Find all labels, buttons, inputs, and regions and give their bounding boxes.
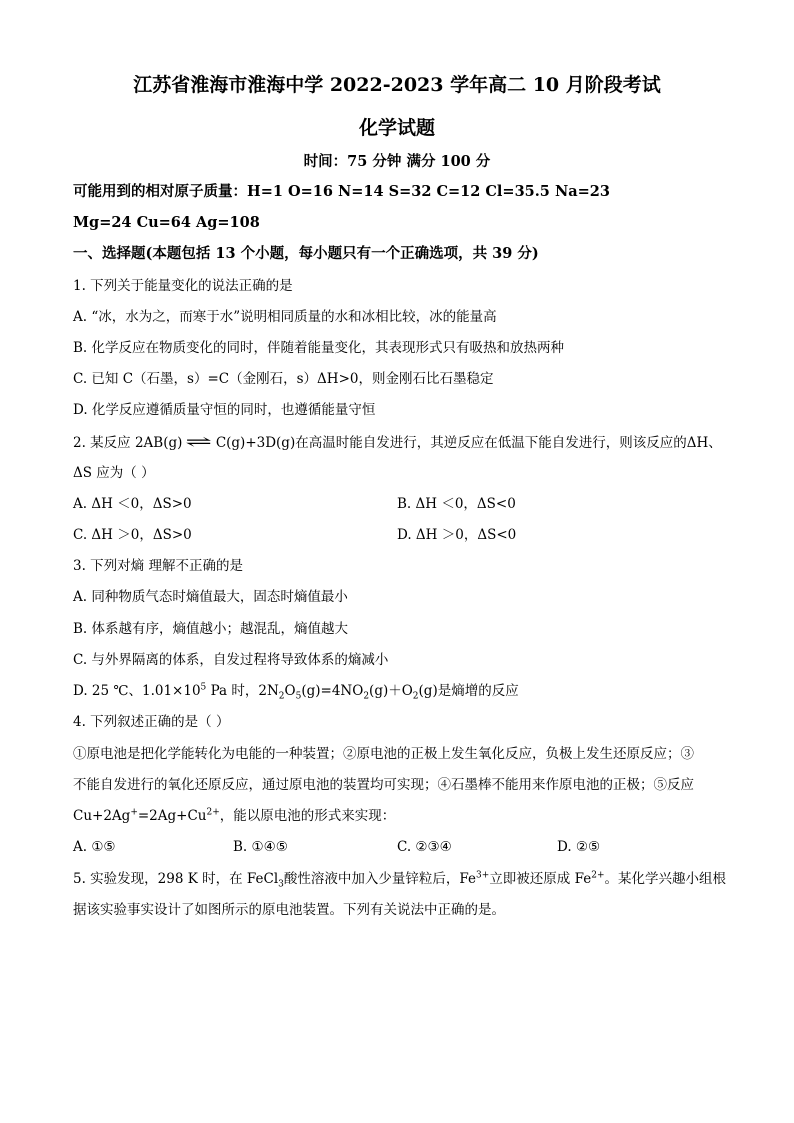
q4-body-line-3: $Cu+2Ag^+=2Ag+Cu^{2+}$，能以原电池的形式来实现：	[73, 807, 396, 824]
q2-option-a: A. ΔH ＜0，ΔS>0	[73, 496, 192, 512]
q4-body-line-1: ①原电池是把化学能转化为电能的一种装置；②原电池的正极上发生氧化反应，负极上发生还原反应；③	[73, 746, 694, 762]
q4-eq-prefix: Cu+2Ag	[73, 808, 131, 824]
q5-line-1: 5. 实验发现，298 K 时，在 FeCl$_3$酸性溶液中加入少量锌粒后，$Fe^{3+}$立即被还原成 $Fe^{2+}$。某化学兴趣小组根	[73, 870, 727, 890]
q4-eq-mid: =2Ag+Cu	[137, 808, 207, 824]
q4-stem: 4. 下列叙述正确的是（ ）	[73, 714, 230, 730]
q3-d-rest: 是熵增的反应	[437, 683, 519, 699]
q3-stem: 3. 下列对熵 理解不正确的是	[73, 558, 243, 574]
q4-option-a: A. ①⑤	[73, 839, 116, 855]
q2-stem-part1: 2. 某反应 2AB(g)	[73, 435, 183, 451]
q3-d-prefix: D. 25 ℃、1.01×10	[73, 683, 201, 699]
q2-stem-part2: C(g)+3D(g)在高温时能自发进行，其逆反应在低温下能自发进行，则该反应的ΔH、	[215, 435, 722, 451]
q1-option-b: B. 化学反应在物质变化的同时，伴随着能量变化，其表现形式只有吸热和放热两种	[73, 340, 565, 356]
exam-title: 江苏省淮海市淮海中学 2022-2023 学年高二 10 月阶段考试	[133, 74, 661, 96]
q4-body-line-2: 不能自发进行的氧化还原反应，通过原电池的装置均可实现；④石墨棒不能用来作原电池的正极；⑤反应	[73, 777, 694, 793]
q2-stem	[73, 433, 722, 452]
q2-stem-line2: ΔS 应为（ ）	[73, 465, 155, 481]
atomic-masses-line-2: Mg=24 Cu=64 Ag=108	[73, 214, 260, 231]
q4-eq-suffix: ，能以原电池的形式来实现：	[219, 808, 396, 824]
q5-text-d: 。某化学兴趣小组根	[604, 871, 727, 887]
q4-option-c: C. ②③④	[397, 839, 452, 855]
exam-subtitle: 化学试题	[358, 117, 435, 139]
q4-option-b: B. ①④⑤	[233, 839, 288, 855]
equilibrium-arrow-icon: ⇌	[185, 432, 213, 451]
q5-text-a: 5. 实验发现，298 K 时，在 FeCl	[73, 871, 279, 887]
q3-option-c: C. 与外界隔离的体系，自发过程将导致体系的熵减小	[73, 652, 389, 668]
q2-option-d: D. ΔH ＞0，ΔS<0	[397, 527, 517, 543]
atomic-masses-line-1: 可能用到的相对原子质量：H=1 O=16 N=14 S=32 C=12 Cl=35.5 Na=23	[73, 183, 610, 200]
q1-option-c: C. 已知 C（石墨，s）=C（金刚石，s）ΔH>0，则金刚石比石墨稳定	[73, 371, 494, 387]
q1-option-d: D. 化学反应遵循质量守恒的同时，也遵循能量守恒	[73, 402, 376, 418]
q5-text-c: 立即被还原成 Fe	[489, 871, 592, 887]
q3-option-d: D. 25 ℃、$1.01\times 10^5$ Pa 时，$2N_2O_5(g)=4NO_2(g)+O_2(g)$是熵增的反应	[73, 682, 519, 702]
q3-option-b: B. 体系越有序，熵值越小；越混乱，熵值越大	[73, 621, 349, 637]
q1-option-a: A. “冰，水为之，而寒于水”说明相同质量的水和冰相比较，冰的能量高	[73, 309, 497, 325]
q5-text-b: 酸性溶液中加入少量锌粒后，Fe	[283, 871, 477, 887]
q4-option-d: D. ②⑤	[557, 839, 601, 855]
q3-d-mid: Pa 时，2N	[206, 683, 279, 699]
q2-option-c: C. ΔH ＞0，ΔS>0	[73, 527, 192, 543]
q5-line-2: 据该实验事实设计了如图所示的原电池装置。下列有关说法中正确的是。	[73, 902, 505, 918]
q3-option-a: A. 同种物质气态时熵值最大，固态时熵值最小	[73, 589, 348, 605]
q3-d-exponent: 5	[200, 682, 207, 693]
q2-option-b: B. ΔH ＜0，ΔS<0	[397, 496, 516, 512]
q1-stem: 1. 下列关于能量变化的说法正确的是	[73, 278, 293, 294]
section-heading: 一、选择题(本题包括 13 个小题，每小题只有一个正确选项，共 39 分)	[73, 245, 539, 262]
exam-time-info: 时间：75 分钟 满分 100 分	[303, 153, 491, 170]
